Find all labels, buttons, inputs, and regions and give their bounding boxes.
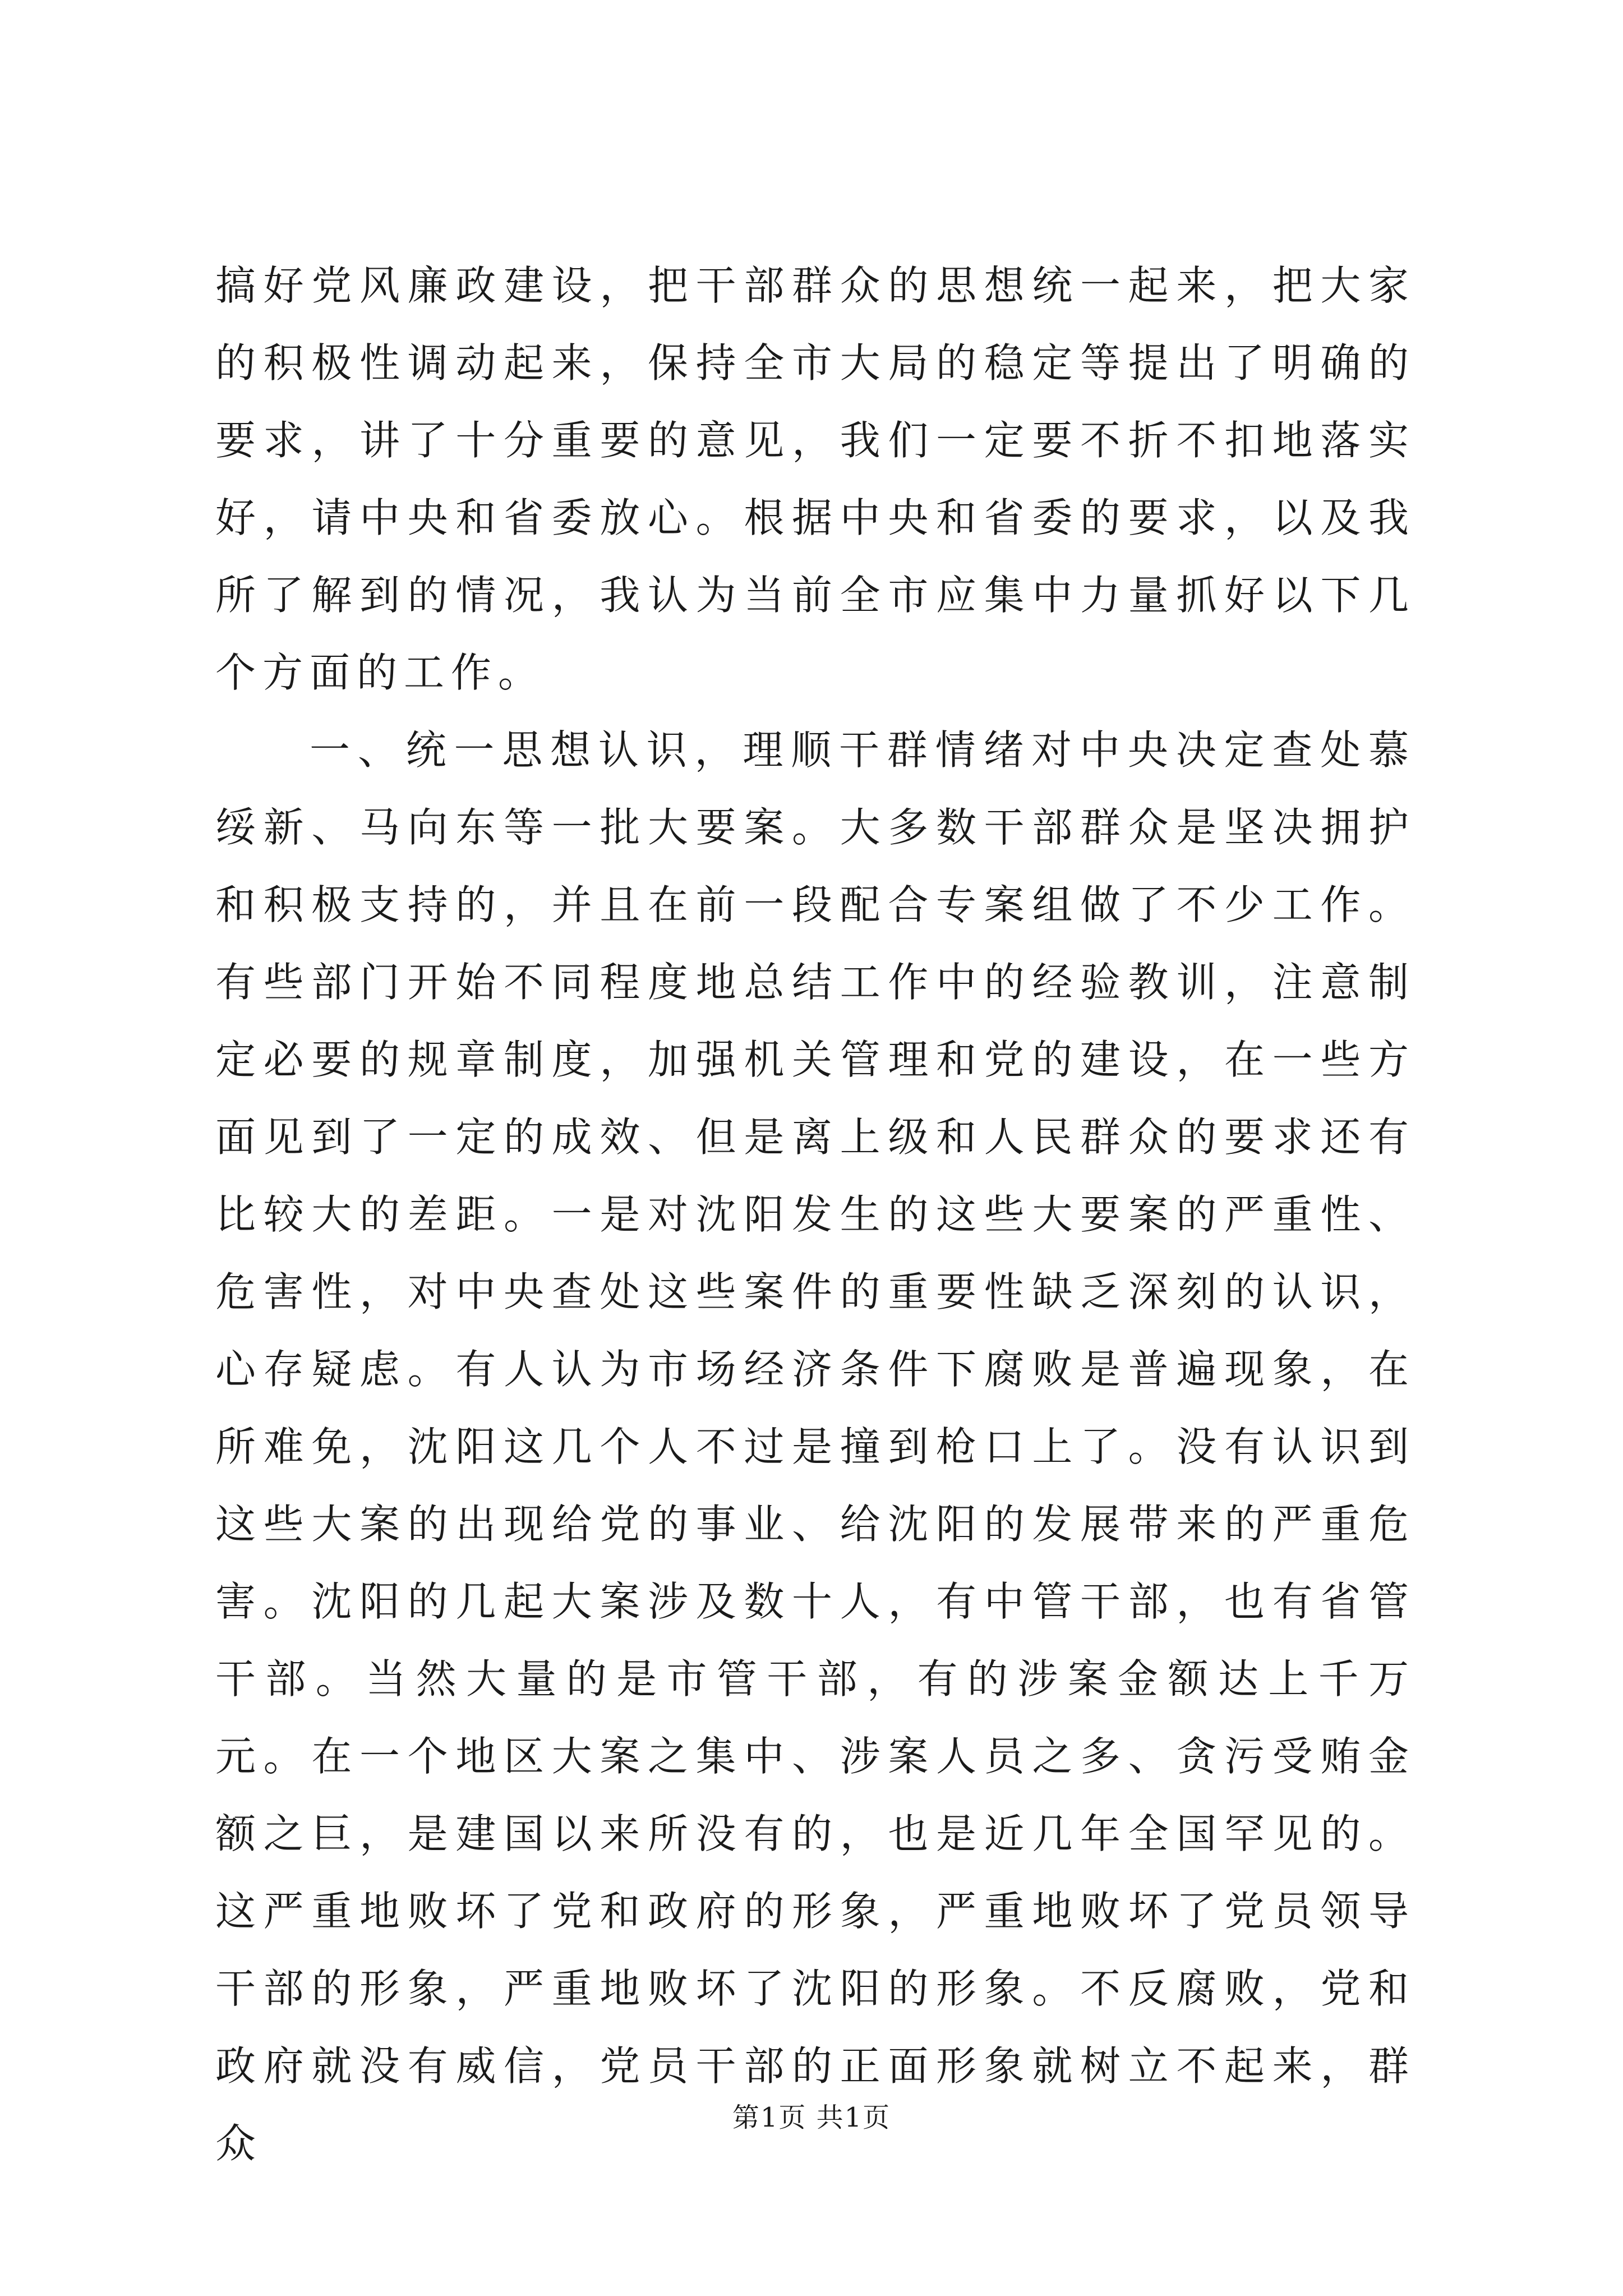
document-body bbox=[215, 247, 1415, 2182]
paragraph-continued: 搞好党风廉政建设，把干部群众的思想统一起来，把大家的积极性调动起来，保持全市大局的稳定等提出了明确的要求，讲了十分重要的意见，我们一定要不折不扣地落实好，请中央和省委放心。根据中央和省委的要求，以及我所了解到的情况，我认为当前全市应集中力量抓好以下几个方面的工作。 bbox=[215, 262, 1415, 696]
paragraph-section-one: 一、统一思想认识，理顺干群情绪对中央决定查处慕绥新、马向东等一批大要案。大多数干部群众是坚决拥护和积极支持的，并且在前一段配合专案组做了不少工作。有些部门开始不同程度地总结工作中的经验教训，注意制定必要的规章制度，加强机关管理和党的建设，在一些方面见到了一定的成效、但是离上级和人民群众的要求还有比较大的差距。一是对沈阳发生的这些大要案的严重性、危害性，对中央查处这些案件的重要性缺乏深刻的认识，心存疑虑。有人认为市场经济条件下腐败是普遍现象，在所难免，沈阳这几个人不过是撞到枪口上了。没有认识到这些大案的出现给党的事业、给沈阳的发展带来的严重危害。沈阳的几起大案涉及数十人，有中管干部，也有省管干部。当然大量的是市管干部，有的涉案金额达上千万元。在一个地区大案之集中、涉案人员之多、贪污受贿金额之巨，是建国以来所没有的，也是近几年全国罕见的。这严重地败坏了党和政府的形象，严重地败坏了党员领导干部的形象，严重地败坏了沈阳的形象。不反腐败，党和政府就没有威信，党员干部的正面形象就树立不起来，群众 bbox=[215, 726, 1415, 2167]
page-footer: 第1页 共1页 bbox=[732, 2102, 891, 2133]
